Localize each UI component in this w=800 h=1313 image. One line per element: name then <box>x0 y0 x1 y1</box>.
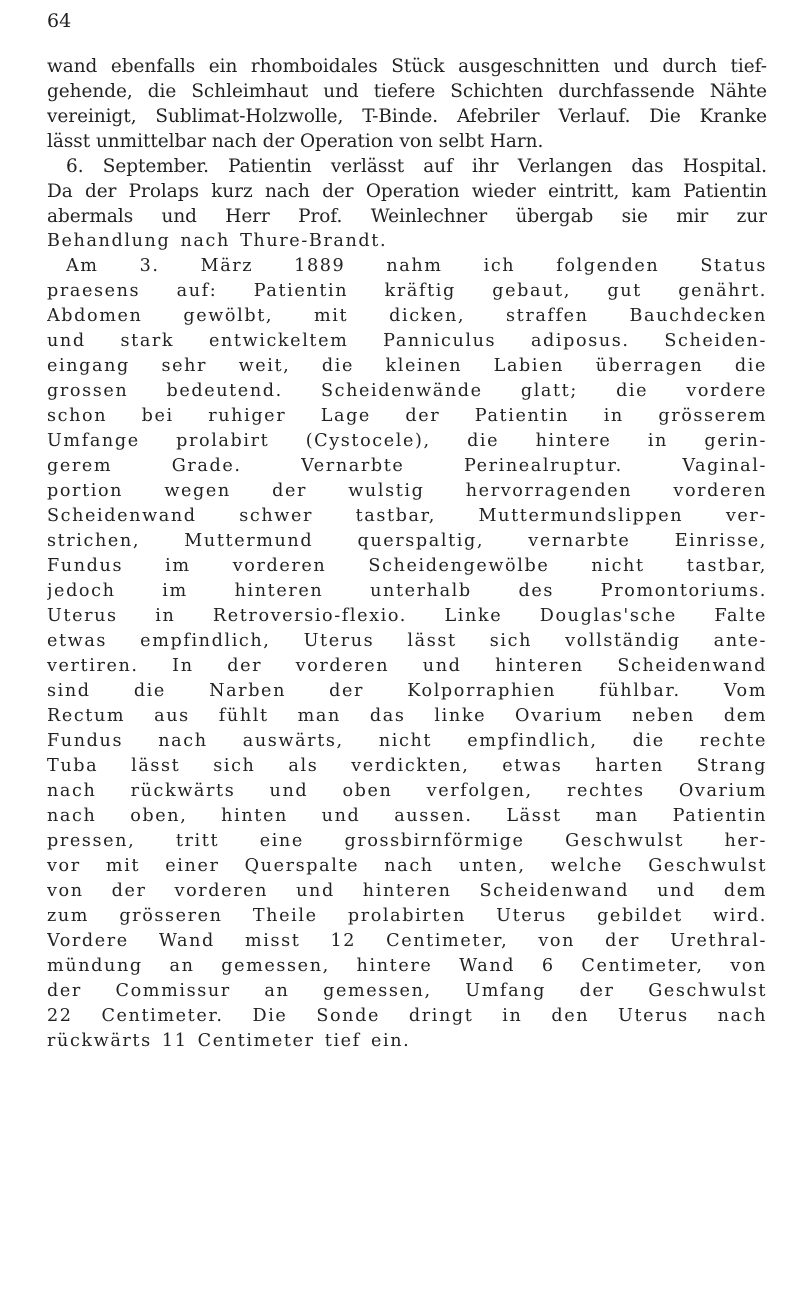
text-line: portion wegen der wulstig hervorragenden vorderen <box>47 481 767 501</box>
text-line: praesens auf: Patientin kräftig gebaut, gut genährt. <box>47 281 767 301</box>
page-number: 64 <box>47 10 72 32</box>
text-line: pressen, tritt eine grossbirnförmige Geschwulst her- <box>47 831 767 851</box>
text-line: 6. September. Patientin verlässt auf ihr Verlangen das Hospital. <box>66 156 767 177</box>
text-line: Scheidenwand schwer tastbar, Muttermundslippen ver- <box>47 506 767 526</box>
text-line: eingang sehr weit, die kleinen Labien überragen die <box>47 356 767 376</box>
text-line: Fundus im vorderen Scheidengewölbe nicht tastbar, <box>47 556 767 576</box>
text-line: vertiren. In der vorderen und hinteren Scheidenwand <box>47 656 767 676</box>
text-line: der Commissur an gemessen, Umfang der Geschwulst <box>47 981 767 1001</box>
text-line: grossen bedeutend. Scheidenwände glatt; die vordere <box>47 381 767 401</box>
text-line: strichen, Muttermund querspaltig, vernarbte Einrisse, <box>47 531 767 551</box>
text-line: abermals und Herr Prof. Weinlechner übergab sie mir zur <box>47 206 767 227</box>
text-line: rückwärts 11 Centimeter tief ein. <box>47 1031 411 1051</box>
text-line: Da der Prolaps kurz nach der Operation wieder eintritt, kam Patientin <box>47 181 767 202</box>
text-line: vereinigt, Sublimat-Holzwolle, T-Binde. Afebriler Verlauf. Die Kranke <box>47 106 767 127</box>
text-line: schon bei ruhiger Lage der Patientin in grösserem <box>47 406 767 426</box>
text-line: etwas empfindlich, Uterus lässt sich vollständig ante- <box>47 631 767 651</box>
text-line: nach oben, hinten und aussen. Lässt man Patientin <box>47 806 767 826</box>
text-line: wand ebenfalls ein rhomboidales Stück ausgeschnitten und durch tief- <box>47 56 767 77</box>
text-line: zum grösseren Theile prolabirten Uterus gebildet wird. <box>47 906 767 926</box>
text-line: lässt unmittelbar nach der Operation von selbt Harn. <box>47 131 544 152</box>
text-line: jedoch im hinteren unterhalb des Promontoriums. <box>47 581 767 601</box>
text-line: und stark entwickeltem Panniculus adiposus. Scheiden- <box>47 331 767 351</box>
text-line: Vordere Wand misst 12 Centimeter, von der Urethral- <box>47 931 767 951</box>
text-line: gerem Grade. Vernarbte Perinealruptur. Vaginal- <box>47 456 767 476</box>
text-line: Abdomen gewölbt, mit dicken, straffen Bauchdecken <box>47 306 767 326</box>
text-line: Am 3. März 1889 nahm ich folgenden Status <box>66 256 767 276</box>
text-line: Uterus in Retroversio-flexio. Linke Douglas'sche Falte <box>47 606 767 626</box>
text-line: mündung an gemessen, hintere Wand 6 Centimeter, von <box>47 956 767 976</box>
text-line: von der vorderen und hinteren Scheidenwand und dem <box>47 881 767 901</box>
text-line: 22 Centimeter. Die Sonde dringt in den Uterus nach <box>47 1006 767 1026</box>
text-line: gehende, die Schleimhaut und tiefere Schichten durchfassende Nähte <box>47 81 767 102</box>
text-line: Umfange prolabirt (Cystocele), die hintere in gerin- <box>47 431 767 451</box>
body-text <box>47 54 767 1054</box>
text-line: vor mit einer Querspalte nach unten, welche Geschwulst <box>47 856 767 876</box>
text-line: Fundus nach auswärts, nicht empfindlich, die rechte <box>47 731 767 751</box>
text-line: nach rückwärts und oben verfolgen, rechtes Ovarium <box>47 781 767 801</box>
text-line: Behandlung nach Thure-Brandt. <box>47 231 388 251</box>
text-line: Tuba lässt sich als verdickten, etwas harten Strang <box>47 756 767 776</box>
text-line: Rectum aus fühlt man das linke Ovarium neben dem <box>47 706 767 726</box>
text-line: sind die Narben der Kolporraphien fühlbar. Vom <box>47 681 767 701</box>
